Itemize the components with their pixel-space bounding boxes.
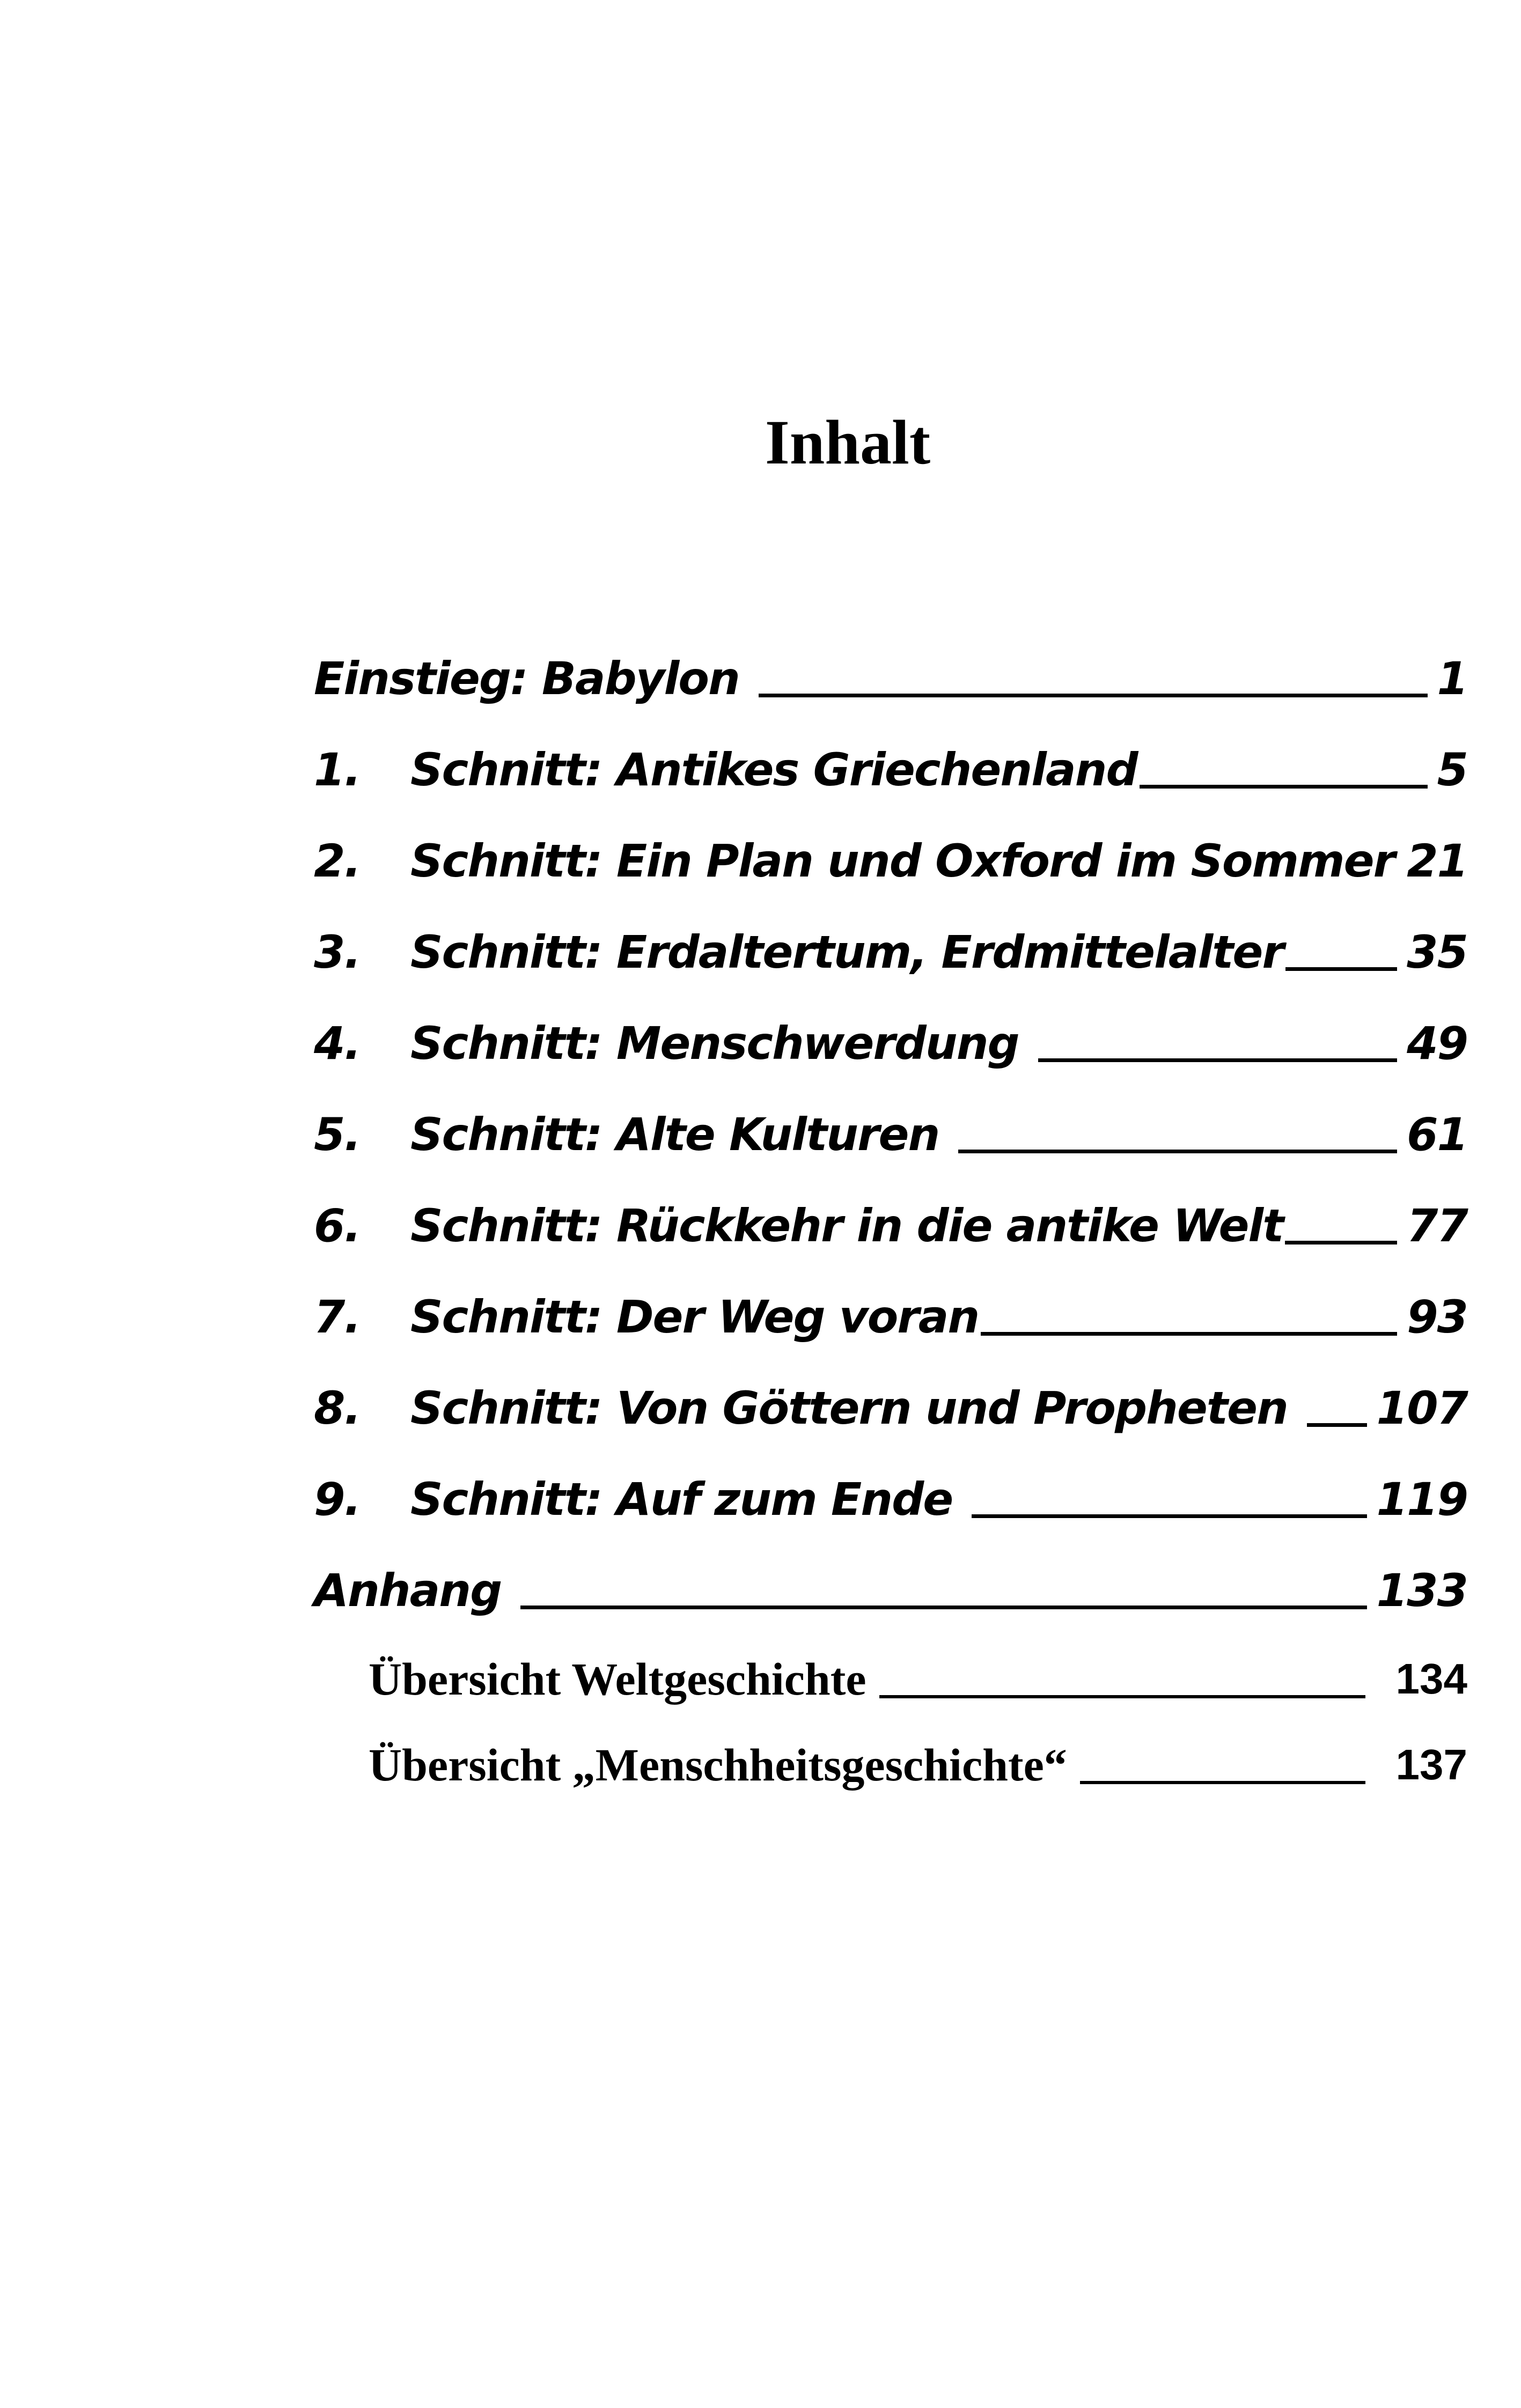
toc-entry-chapter-5[interactable] xyxy=(314,1089,1467,1180)
leader-line xyxy=(979,1271,1407,1363)
leader-line xyxy=(866,1636,1387,1722)
toc-entry-chapter-9[interactable] xyxy=(314,1454,1467,1545)
page-title: Inhalt xyxy=(765,407,931,477)
toc-entry-label: Schnitt: Von Göttern und Propheten xyxy=(410,1382,1288,1434)
toc-entry-chapter-7[interactable] xyxy=(314,1271,1467,1363)
toc-entry-label: Schnitt: Alte Kulturen xyxy=(410,1108,939,1161)
toc-page-number: 134 xyxy=(1395,1655,1467,1703)
toc-entry-label: Schnitt: Der Weg voran xyxy=(410,1291,979,1343)
toc-page-number: 77 xyxy=(1407,1199,1467,1252)
toc-page-number: 119 xyxy=(1376,1473,1467,1526)
toc-chapter-number: 9. xyxy=(314,1473,361,1526)
toc-entry-label: Schnitt: Ein Plan und Oxford im Sommer xyxy=(410,835,1394,887)
toc-subentry-menschheitsgeschichte[interactable] xyxy=(314,1722,1467,1808)
table-of-contents xyxy=(314,633,1467,1808)
toc-entry-chapter-3[interactable] xyxy=(314,907,1467,998)
leader-line xyxy=(952,1454,1376,1545)
toc-entry-label: Anhang xyxy=(314,1564,502,1617)
toc-page-number: 5 xyxy=(1437,743,1467,796)
leader-line xyxy=(501,1545,1376,1636)
toc-entry-label: Schnitt: Erdaltertum, Erdmittelalter xyxy=(410,926,1283,978)
leader-line xyxy=(1288,1363,1377,1454)
toc-chapter-number: 2. xyxy=(314,835,361,887)
leader-line xyxy=(739,633,1437,724)
toc-entry-chapter-1[interactable] xyxy=(314,724,1467,815)
leader-line xyxy=(939,1089,1407,1180)
toc-chapter-number: 1. xyxy=(314,743,361,796)
toc-page-number: 21 xyxy=(1407,835,1467,887)
toc-subentry-label: Übersicht „Menschheitsgeschichte“ xyxy=(369,1739,1067,1791)
toc-chapter-number: 5. xyxy=(314,1108,361,1161)
toc-page-number: 93 xyxy=(1407,1291,1467,1343)
toc-entry-chapter-4[interactable] xyxy=(314,998,1467,1089)
toc-chapter-number: 7. xyxy=(314,1291,361,1343)
toc-entry-chapter-6[interactable] xyxy=(314,1180,1467,1271)
toc-entry-label: Einstieg: Babylon xyxy=(314,652,739,705)
leader-line xyxy=(1283,1180,1407,1271)
toc-subentry-weltgeschichte[interactable] xyxy=(314,1636,1467,1722)
toc-subentry-label: Übersicht Weltgeschichte xyxy=(369,1653,866,1705)
toc-entry-chapter-8[interactable] xyxy=(314,1363,1467,1454)
toc-page-number: 35 xyxy=(1407,926,1467,978)
leader-line xyxy=(1137,724,1437,815)
toc-entry-label: Schnitt: Rückkehr in die antike Welt xyxy=(410,1199,1283,1252)
leader-line xyxy=(1019,998,1407,1089)
toc-page-number: 49 xyxy=(1407,1017,1467,1070)
toc-chapter-number: 3. xyxy=(314,926,361,978)
toc-chapter-number: 8. xyxy=(314,1382,361,1434)
toc-entry-label: Schnitt: Menschwerdung xyxy=(410,1017,1019,1070)
toc-entry-einstieg[interactable] xyxy=(314,633,1467,724)
leader-line xyxy=(1394,815,1407,907)
leader-line xyxy=(1067,1722,1387,1808)
leader-line xyxy=(1283,907,1407,998)
toc-entry-chapter-2[interactable] xyxy=(314,815,1467,907)
toc-page-number: 133 xyxy=(1376,1564,1467,1617)
toc-page-number: 61 xyxy=(1407,1108,1467,1161)
toc-chapter-number: 6. xyxy=(314,1199,361,1252)
toc-chapter-number: 4. xyxy=(314,1017,361,1070)
toc-page-number: 1 xyxy=(1437,652,1467,705)
toc-page-number: 107 xyxy=(1376,1382,1467,1434)
toc-entry-anhang[interactable] xyxy=(314,1545,1467,1636)
toc-page-number: 137 xyxy=(1395,1741,1467,1788)
toc-entry-label: Schnitt: Antikes Griechenland xyxy=(410,743,1137,796)
toc-entry-label: Schnitt: Auf zum Ende xyxy=(410,1473,953,1526)
